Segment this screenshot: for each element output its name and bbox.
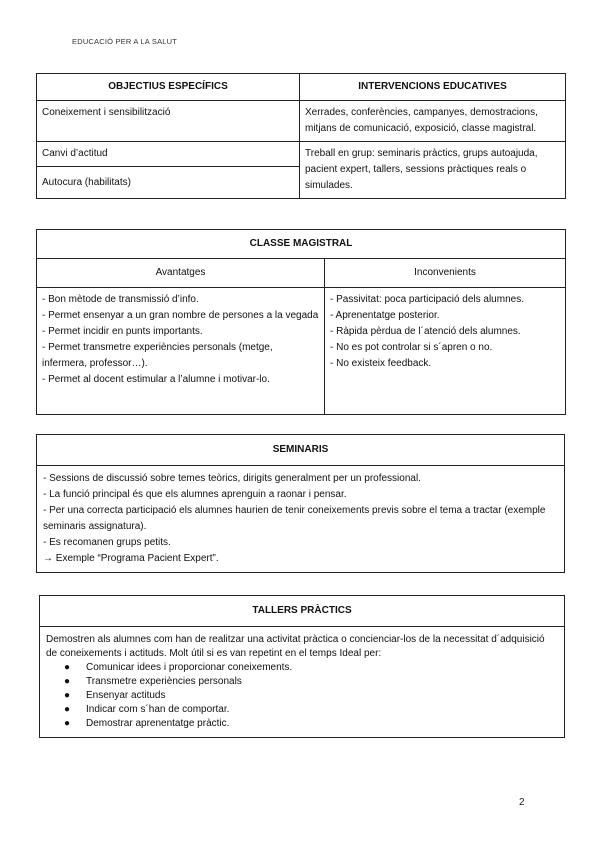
inconvenients-header: Inconvenients [325, 259, 566, 288]
seminaris-cell [37, 466, 565, 573]
seminaris-table [36, 434, 565, 573]
bullet-icon: ● [64, 690, 71, 701]
list-item: - No existeix feedback. [330, 358, 432, 369]
objectives-header: OBJECTIUS ESPECÍFICS [37, 74, 300, 101]
bullet-icon: ● [64, 718, 71, 729]
list-item: - Sessions de discussió sobre temes teòrics, dirigits generalment per un professional. [43, 473, 421, 484]
objective-cell: Canvi d’actitud [37, 142, 300, 167]
list-item: - Permet transmetre experiències personals (metge, infermera, professor…). [42, 342, 273, 369]
bullet-icon: ● [64, 676, 71, 687]
tallers-table [39, 595, 565, 738]
tallers-list [46, 661, 558, 731]
objective-cell: Coneixement i sensibilització [37, 101, 300, 142]
list-item: - Bon mètode de transmissió d’info. [42, 294, 199, 305]
document-header: EDUCACIÓ PER A LA SALUT [72, 37, 178, 46]
classe-magistral-title: CLASSE MAGISTRAL [37, 230, 566, 259]
list-item: - Es recomanen grups petits. [43, 537, 171, 548]
objective-cell: Autocura (habilitats) [37, 167, 300, 199]
list-item: ● Transmetre experiències personals [64, 676, 242, 687]
list-item: - No es pot controlar si s´apren o no. [330, 342, 493, 353]
list-item: - Permet al docent estimular a l’alumne i motivar-lo. [42, 374, 270, 385]
list-item: ● Comunicar idees i proporcionar coneixements. [64, 662, 293, 673]
list-item: - Aprenentatge posterior. [330, 310, 440, 321]
tallers-intro: Demostren als alumnes com han de realitzar una activitat pràctica o concienciar-los de la necessitat d´adquisició de coneixements i actituds. Molt útil si es van repetint en el temps Ideal per: [46, 634, 545, 659]
page-number: 2 [519, 797, 525, 808]
objectives-table [36, 73, 566, 199]
list-item: → Exemple “Programa Pacient Expert”. [43, 553, 219, 564]
list-item: ● Demostrar aprenentatge pràctic. [64, 718, 230, 729]
intervention-cell: Xerrades, conferències, campanyes, demostracions, mitjans de comunicació, exposició, classe magistral. [300, 101, 566, 142]
tallers-title: TALLERS PRÀCTICS [40, 596, 565, 627]
tallers-cell [40, 627, 565, 738]
classe-magistral-table [36, 229, 566, 415]
list-item: ● Ensenyar actituds [64, 690, 166, 701]
list-item: - Permet ensenyar a un gran nombre de persones a la vegada [42, 310, 319, 321]
seminaris-title: SEMINARIS [37, 435, 565, 466]
avantatges-header: Avantatges [37, 259, 325, 288]
avantatges-cell [37, 288, 325, 415]
inconvenients-cell [325, 288, 566, 415]
list-item: - La funció principal és que els alumnes aprenguin a raonar i pensar. [43, 489, 347, 500]
bullet-icon: ● [64, 662, 71, 673]
list-item: ● Indicar com s´han de comportar. [64, 704, 230, 715]
list-item: - Passivitat: poca participació dels alumnes. [330, 294, 524, 305]
intervention-cell: Treball en grup: seminaris pràctics, grups autoajuda, pacient expert, tallers, sessions pràctiques reals o simulades. [300, 142, 566, 199]
interventions-header: INTERVENCIONS EDUCATIVES [300, 74, 566, 101]
list-item: - Permet incidir en punts importants. [42, 326, 203, 337]
list-item: - Per una correcta participació els alumnes haurien de tenir coneixements previs sobre el tema a tractar (exemple seminaris assignatura). [43, 505, 546, 532]
list-item: - Ràpida pèrdua de l´atenció dels alumnes. [330, 326, 521, 337]
bullet-icon: ● [64, 704, 71, 715]
